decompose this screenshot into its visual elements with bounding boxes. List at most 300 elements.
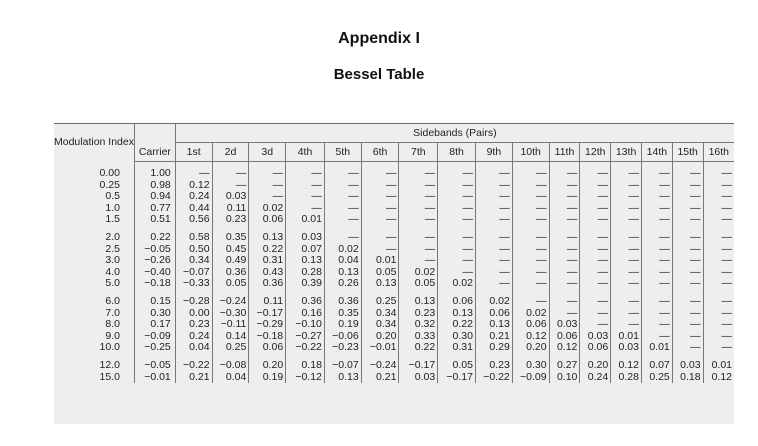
- sideband-cell: −0.01: [361, 342, 399, 354]
- sideband-column-header: 7th: [399, 143, 438, 162]
- modulation-index-cell: 0.5: [105, 191, 120, 203]
- sideband-cell: 0.03: [580, 331, 611, 343]
- sideband-cell: 0.03: [286, 232, 325, 244]
- modulation-index-cell: 8.0: [105, 319, 120, 331]
- sideband-cell: 0.02: [438, 278, 476, 290]
- table-row: [54, 168, 734, 180]
- modulation-index-cell: 10.0: [99, 342, 120, 354]
- sideband-cell: —: [703, 191, 734, 203]
- carrier-cell: 0.94: [134, 191, 175, 203]
- sideband-cell: 0.21: [475, 331, 512, 343]
- modulation-index-cell: 5.0: [105, 278, 120, 290]
- sideband-cell: 0.20: [580, 360, 611, 372]
- sideband-column-header: 10th: [512, 143, 549, 162]
- sideband-cell: —: [641, 308, 672, 320]
- table-row: [54, 244, 734, 256]
- sideband-cell: 0.34: [361, 308, 399, 320]
- sideband-cell: —: [580, 267, 611, 279]
- sideband-cell: 0.02: [475, 296, 512, 308]
- sideband-cell: —: [512, 168, 549, 180]
- sideband-cell: —: [512, 191, 549, 203]
- page-subtitle: Bessel Table: [333, 66, 425, 83]
- sideband-cell: 0.04: [212, 372, 249, 384]
- sideband-cell: —: [703, 267, 734, 279]
- sideband-cell: —: [361, 180, 399, 192]
- sideband-cell: 0.44: [175, 203, 212, 215]
- sideband-cell: —: [672, 168, 703, 180]
- sideband-cell: —: [286, 168, 325, 180]
- sideband-column-header: 16th: [703, 143, 734, 162]
- sideband-cell: —: [475, 180, 512, 192]
- modulation-index-cell: 1.5: [105, 214, 120, 226]
- sideband-cell: —: [703, 255, 734, 267]
- sideband-cell: −0.08: [212, 360, 249, 372]
- sideband-cell: —: [475, 232, 512, 244]
- sideband-cell: —: [361, 244, 399, 256]
- sideband-cell: −0.18: [249, 331, 286, 343]
- sideband-cell: 0.22: [438, 319, 476, 331]
- table-row: [54, 296, 734, 308]
- sideband-cell: —: [611, 168, 642, 180]
- sideband-cell: —: [549, 180, 580, 192]
- sideband-cell: —: [512, 278, 549, 290]
- sideband-cell: —: [549, 214, 580, 226]
- sideband-column-header: 14th: [641, 143, 672, 162]
- carrier-cell: 0.30: [134, 308, 175, 320]
- page-title: Appendix I: [338, 30, 420, 47]
- sideband-cell: —: [703, 244, 734, 256]
- table-row: [54, 191, 734, 203]
- sideband-cell: —: [361, 232, 399, 244]
- sideband-cell: 0.13: [475, 319, 512, 331]
- sideband-cell: —: [611, 278, 642, 290]
- sideband-cell: —: [580, 296, 611, 308]
- sideband-cell: 0.36: [249, 278, 286, 290]
- sideband-cell: 0.36: [286, 296, 325, 308]
- sideband-column-header: 5th: [324, 143, 361, 162]
- sideband-cell: —: [580, 308, 611, 320]
- sideband-cell: 0.03: [212, 191, 249, 203]
- sideband-cell: 0.22: [399, 342, 438, 354]
- table-row: [54, 331, 734, 343]
- sideband-cell: —: [703, 296, 734, 308]
- sideband-cell: —: [361, 191, 399, 203]
- table-row: [54, 372, 734, 384]
- carrier-cell: −0.09: [134, 331, 175, 343]
- sideband-cell: 0.06: [475, 308, 512, 320]
- table-row: [54, 278, 734, 290]
- sideband-cell: 0.12: [549, 342, 580, 354]
- sideband-cell: —: [549, 203, 580, 215]
- sideband-cell: —: [549, 267, 580, 279]
- sideband-cell: —: [438, 203, 476, 215]
- sideband-cell: —: [641, 232, 672, 244]
- sideband-cell: −0.22: [175, 360, 212, 372]
- sideband-cell: —: [580, 244, 611, 256]
- sideband-cell: —: [438, 267, 476, 279]
- sideband-cell: 0.02: [249, 203, 286, 215]
- sideband-cell: −0.22: [475, 372, 512, 384]
- sideband-cell: —: [703, 180, 734, 192]
- sideband-column-header: 1st: [175, 143, 212, 162]
- sideband-cell: —: [549, 232, 580, 244]
- sideband-cell: —: [399, 232, 438, 244]
- sideband-cell: 0.23: [399, 308, 438, 320]
- sideband-cell: 0.21: [361, 372, 399, 384]
- sideband-cell: —: [512, 203, 549, 215]
- sideband-column-header: 6th: [361, 143, 399, 162]
- sideband-cell: —: [549, 168, 580, 180]
- sideband-cell: —: [672, 244, 703, 256]
- carrier-cell: 0.51: [134, 214, 175, 226]
- sideband-cell: 0.12: [175, 180, 212, 192]
- sideband-cell: —: [641, 267, 672, 279]
- sideband-cell: —: [438, 255, 476, 267]
- sideband-cell: —: [324, 180, 361, 192]
- sideband-cell: −0.07: [175, 267, 212, 279]
- modulation-index-cell: 0.00: [99, 168, 120, 179]
- sideband-cell: 0.43: [249, 267, 286, 279]
- sideband-cell: —: [361, 168, 399, 180]
- sideband-cell: 0.20: [249, 360, 286, 372]
- sideband-cell: —: [475, 267, 512, 279]
- sideband-cell: —: [641, 203, 672, 215]
- sideband-cell: 0.01: [611, 331, 642, 343]
- sideband-cell: —: [212, 180, 249, 192]
- sideband-column-header: 3d: [249, 143, 286, 162]
- sideband-cell: —: [641, 296, 672, 308]
- sideband-column-header: 11th: [549, 143, 580, 162]
- sideband-column-header: 15th: [672, 143, 703, 162]
- sideband-cell: 0.34: [361, 319, 399, 331]
- bessel-table-panel: [54, 123, 734, 424]
- sideband-cell: —: [703, 232, 734, 244]
- sideband-cell: 0.28: [286, 267, 325, 279]
- sideband-cell: 0.13: [324, 372, 361, 384]
- sideband-cell: —: [399, 255, 438, 267]
- sideband-cell: —: [399, 191, 438, 203]
- sideband-cell: 0.13: [361, 278, 399, 290]
- sideband-cell: 0.23: [475, 360, 512, 372]
- sideband-cell: —: [324, 168, 361, 180]
- modulation-index-cell: 2.0: [105, 231, 120, 243]
- sideband-cell: 0.18: [672, 372, 703, 384]
- modulation-index-cell: 0.25: [99, 179, 120, 191]
- sideband-cell: —: [361, 203, 399, 215]
- sideband-cell: —: [580, 214, 611, 226]
- sideband-cell: —: [672, 308, 703, 320]
- sideband-cell: —: [399, 244, 438, 256]
- sideband-cell: —: [703, 214, 734, 226]
- sideband-cell: —: [512, 232, 549, 244]
- sideband-cell: 0.20: [512, 342, 549, 354]
- sideband-cell: 0.49: [212, 255, 249, 267]
- sideband-cell: —: [438, 191, 476, 203]
- sideband-cell: 0.13: [399, 296, 438, 308]
- sideband-cell: 0.01: [361, 255, 399, 267]
- sideband-cell: −0.29: [249, 319, 286, 331]
- sideband-cell: −0.09: [512, 372, 549, 384]
- sideband-cell: —: [672, 267, 703, 279]
- sideband-cell: —: [672, 278, 703, 290]
- sideband-cell: 0.12: [611, 360, 642, 372]
- sideband-cell: 0.13: [249, 232, 286, 244]
- sideband-cell: −0.30: [212, 308, 249, 320]
- sideband-cell: 0.07: [286, 244, 325, 256]
- sideband-cell: —: [249, 191, 286, 203]
- sideband-cell: 0.23: [212, 214, 249, 226]
- sideband-cell: —: [703, 331, 734, 343]
- sideband-cell: 0.05: [361, 267, 399, 279]
- sideband-cell: —: [324, 203, 361, 215]
- sideband-cell: —: [580, 168, 611, 180]
- sideband-cell: —: [641, 168, 672, 180]
- sideband-cell: —: [641, 244, 672, 256]
- table-row: [54, 360, 734, 372]
- sideband-cell: —: [512, 267, 549, 279]
- sideband-cell: −0.17: [399, 360, 438, 372]
- sideband-cell: —: [672, 296, 703, 308]
- sideband-cell: 0.12: [703, 372, 734, 384]
- sideband-cell: —: [611, 203, 642, 215]
- sideband-cell: 0.11: [212, 203, 249, 215]
- sideband-column-header: 12th: [580, 143, 611, 162]
- sideband-cell: 0.35: [324, 308, 361, 320]
- sideband-cell: —: [512, 296, 549, 308]
- sideband-cell: 0.18: [286, 360, 325, 372]
- sideband-cell: —: [703, 203, 734, 215]
- sideband-cell: —: [438, 244, 476, 256]
- sideband-cell: —: [286, 191, 325, 203]
- sideband-cell: —: [438, 214, 476, 226]
- sideband-cell: —: [549, 244, 580, 256]
- sideband-cell: —: [249, 180, 286, 192]
- sideband-cell: —: [438, 168, 476, 180]
- sideband-cell: 0.50: [175, 244, 212, 256]
- sideband-cell: −0.11: [212, 319, 249, 331]
- sideband-cell: −0.24: [212, 296, 249, 308]
- sideband-cell: 0.32: [399, 319, 438, 331]
- table-row: [54, 232, 734, 244]
- bessel-table: [54, 124, 734, 383]
- sideband-column-header: 9th: [475, 143, 512, 162]
- sideband-cell: 0.25: [641, 372, 672, 384]
- sideband-cell: 0.28: [611, 372, 642, 384]
- sideband-cell: 0.04: [324, 255, 361, 267]
- sideband-cell: —: [611, 191, 642, 203]
- carrier-cell: 0.98: [134, 180, 175, 192]
- sideband-cell: 0.27: [549, 360, 580, 372]
- sideband-cell: 0.06: [580, 342, 611, 354]
- sideband-cell: 0.34: [175, 255, 212, 267]
- sideband-cell: 0.14: [212, 331, 249, 343]
- sideband-column-header: 8th: [438, 143, 476, 162]
- sideband-cell: 0.06: [549, 331, 580, 343]
- sideband-cell: —: [286, 203, 325, 215]
- modulation-index-header: Modulation Index: [54, 136, 134, 149]
- sideband-cell: —: [286, 180, 325, 192]
- table-row: [54, 214, 734, 226]
- sideband-cell: 0.19: [249, 372, 286, 384]
- modulation-index-cell: 6.0: [105, 295, 120, 307]
- sideband-cell: 0.22: [249, 244, 286, 256]
- sideband-cell: —: [399, 180, 438, 192]
- sideband-cell: —: [703, 278, 734, 290]
- sideband-cell: —: [703, 308, 734, 320]
- sideband-cell: —: [580, 203, 611, 215]
- carrier-cell: 0.15: [134, 296, 175, 308]
- sideband-cell: —: [580, 278, 611, 290]
- sideband-cell: −0.24: [361, 360, 399, 372]
- sideband-cell: −0.27: [286, 331, 325, 343]
- sideband-cell: 0.12: [512, 331, 549, 343]
- sideband-cell: —: [475, 244, 512, 256]
- sideband-cell: —: [549, 308, 580, 320]
- sideband-cell: −0.17: [249, 308, 286, 320]
- sideband-cell: —: [703, 168, 734, 180]
- sideband-cell: 0.21: [175, 372, 212, 384]
- sideband-cell: —: [672, 342, 703, 354]
- sideband-cell: 0.31: [438, 342, 476, 354]
- sideband-cell: 0.36: [324, 296, 361, 308]
- sideband-cell: 0.13: [324, 267, 361, 279]
- sideband-column-header: 13th: [611, 143, 642, 162]
- sideband-cell: —: [512, 255, 549, 267]
- sideband-cell: 0.00: [175, 308, 212, 320]
- sideband-cell: 0.03: [611, 342, 642, 354]
- carrier-cell: −0.05: [134, 244, 175, 256]
- carrier-cell: −0.01: [134, 372, 175, 384]
- sideband-cell: 0.30: [512, 360, 549, 372]
- modulation-index-cell: 3.0: [105, 255, 120, 267]
- sideband-cell: 0.06: [438, 296, 476, 308]
- sideband-cell: —: [361, 214, 399, 226]
- sideband-cell: —: [324, 232, 361, 244]
- modulation-index-cell: 12.0: [99, 359, 120, 371]
- sideband-cell: —: [580, 180, 611, 192]
- sideband-cell: 0.30: [438, 331, 476, 343]
- sideband-cell: —: [512, 180, 549, 192]
- sideband-column-header: 4th: [286, 143, 325, 162]
- sideband-cell: 0.35: [212, 232, 249, 244]
- table-row: [54, 203, 734, 215]
- sideband-cell: —: [324, 191, 361, 203]
- sideband-cell: 0.45: [212, 244, 249, 256]
- sideband-cell: —: [438, 232, 476, 244]
- sideband-cell: —: [672, 255, 703, 267]
- sideband-cell: 0.56: [175, 214, 212, 226]
- sideband-cell: 0.24: [175, 331, 212, 343]
- sideband-cell: —: [641, 180, 672, 192]
- sideband-cell: —: [549, 278, 580, 290]
- sideband-cell: 0.01: [286, 214, 325, 226]
- sideband-cell: 0.36: [212, 267, 249, 279]
- sideband-cell: —: [580, 255, 611, 267]
- sideband-cell: 0.02: [399, 267, 438, 279]
- sideband-cell: —: [580, 232, 611, 244]
- sideband-cell: 0.05: [399, 278, 438, 290]
- sideband-cell: —: [611, 267, 642, 279]
- sideband-cell: 0.06: [249, 214, 286, 226]
- sideband-cell: —: [641, 255, 672, 267]
- sideband-cell: 0.11: [249, 296, 286, 308]
- sideband-cell: 0.13: [438, 308, 476, 320]
- table-row: [54, 267, 734, 279]
- table-row: [54, 308, 734, 320]
- sideband-cell: —: [703, 319, 734, 331]
- sideband-cell: —: [641, 319, 672, 331]
- sideband-cell: −0.10: [286, 319, 325, 331]
- sideband-cell: 0.13: [286, 255, 325, 267]
- sideband-cell: —: [580, 319, 611, 331]
- sideband-cell: —: [512, 244, 549, 256]
- sideband-cell: 0.19: [324, 319, 361, 331]
- sideband-cell: −0.28: [175, 296, 212, 308]
- sideband-cell: —: [324, 214, 361, 226]
- sideband-cell: —: [475, 191, 512, 203]
- sideband-cell: 0.05: [212, 278, 249, 290]
- sideband-cell: 0.04: [175, 342, 212, 354]
- sideband-cell: —: [399, 168, 438, 180]
- sideband-cell: —: [475, 203, 512, 215]
- sideband-cell: —: [549, 255, 580, 267]
- carrier-cell: −0.18: [134, 278, 175, 290]
- sideband-cell: —: [549, 296, 580, 308]
- sideband-cell: 0.39: [286, 278, 325, 290]
- sideband-cell: −0.07: [324, 360, 361, 372]
- sideband-cell: 0.02: [512, 308, 549, 320]
- carrier-cell: 0.22: [134, 232, 175, 244]
- modulation-index-cell: 15.0: [99, 371, 120, 383]
- sideband-cell: —: [672, 319, 703, 331]
- carrier-cell: 1.00: [134, 168, 175, 180]
- sideband-cell: —: [611, 244, 642, 256]
- sideband-cell: —: [580, 191, 611, 203]
- sideband-cell: 0.25: [212, 342, 249, 354]
- sideband-cell: 0.06: [249, 342, 286, 354]
- sideband-cell: —: [672, 191, 703, 203]
- sideband-cell: —: [672, 232, 703, 244]
- sideband-cell: —: [175, 168, 212, 180]
- sideband-cell: —: [212, 168, 249, 180]
- sideband-cell: 0.01: [703, 360, 734, 372]
- sideband-cell: —: [611, 296, 642, 308]
- table-row: [54, 180, 734, 192]
- sideband-cell: —: [611, 319, 642, 331]
- table-row: [54, 342, 734, 354]
- sideband-cell: —: [641, 191, 672, 203]
- sideband-cell: —: [611, 180, 642, 192]
- carrier-cell: −0.05: [134, 360, 175, 372]
- sideband-cell: —: [249, 168, 286, 180]
- sideband-cell: 0.25: [361, 296, 399, 308]
- sideband-cell: 0.01: [641, 342, 672, 354]
- sideband-column-header: 2d: [212, 143, 249, 162]
- sidebands-header: Sidebands (Pairs): [175, 124, 734, 143]
- sideband-cell: —: [475, 214, 512, 226]
- sideband-cell: —: [641, 331, 672, 343]
- sideband-cell: —: [512, 214, 549, 226]
- sideband-cell: —: [641, 214, 672, 226]
- sideband-cell: 0.20: [361, 331, 399, 343]
- modulation-index-cell: 2.5: [105, 243, 120, 255]
- sideband-cell: −0.23: [324, 342, 361, 354]
- carrier-cell: 0.77: [134, 203, 175, 215]
- sideband-cell: —: [641, 278, 672, 290]
- sideband-cell: 0.07: [641, 360, 672, 372]
- sideband-cell: −0.33: [175, 278, 212, 290]
- sideband-cell: —: [475, 255, 512, 267]
